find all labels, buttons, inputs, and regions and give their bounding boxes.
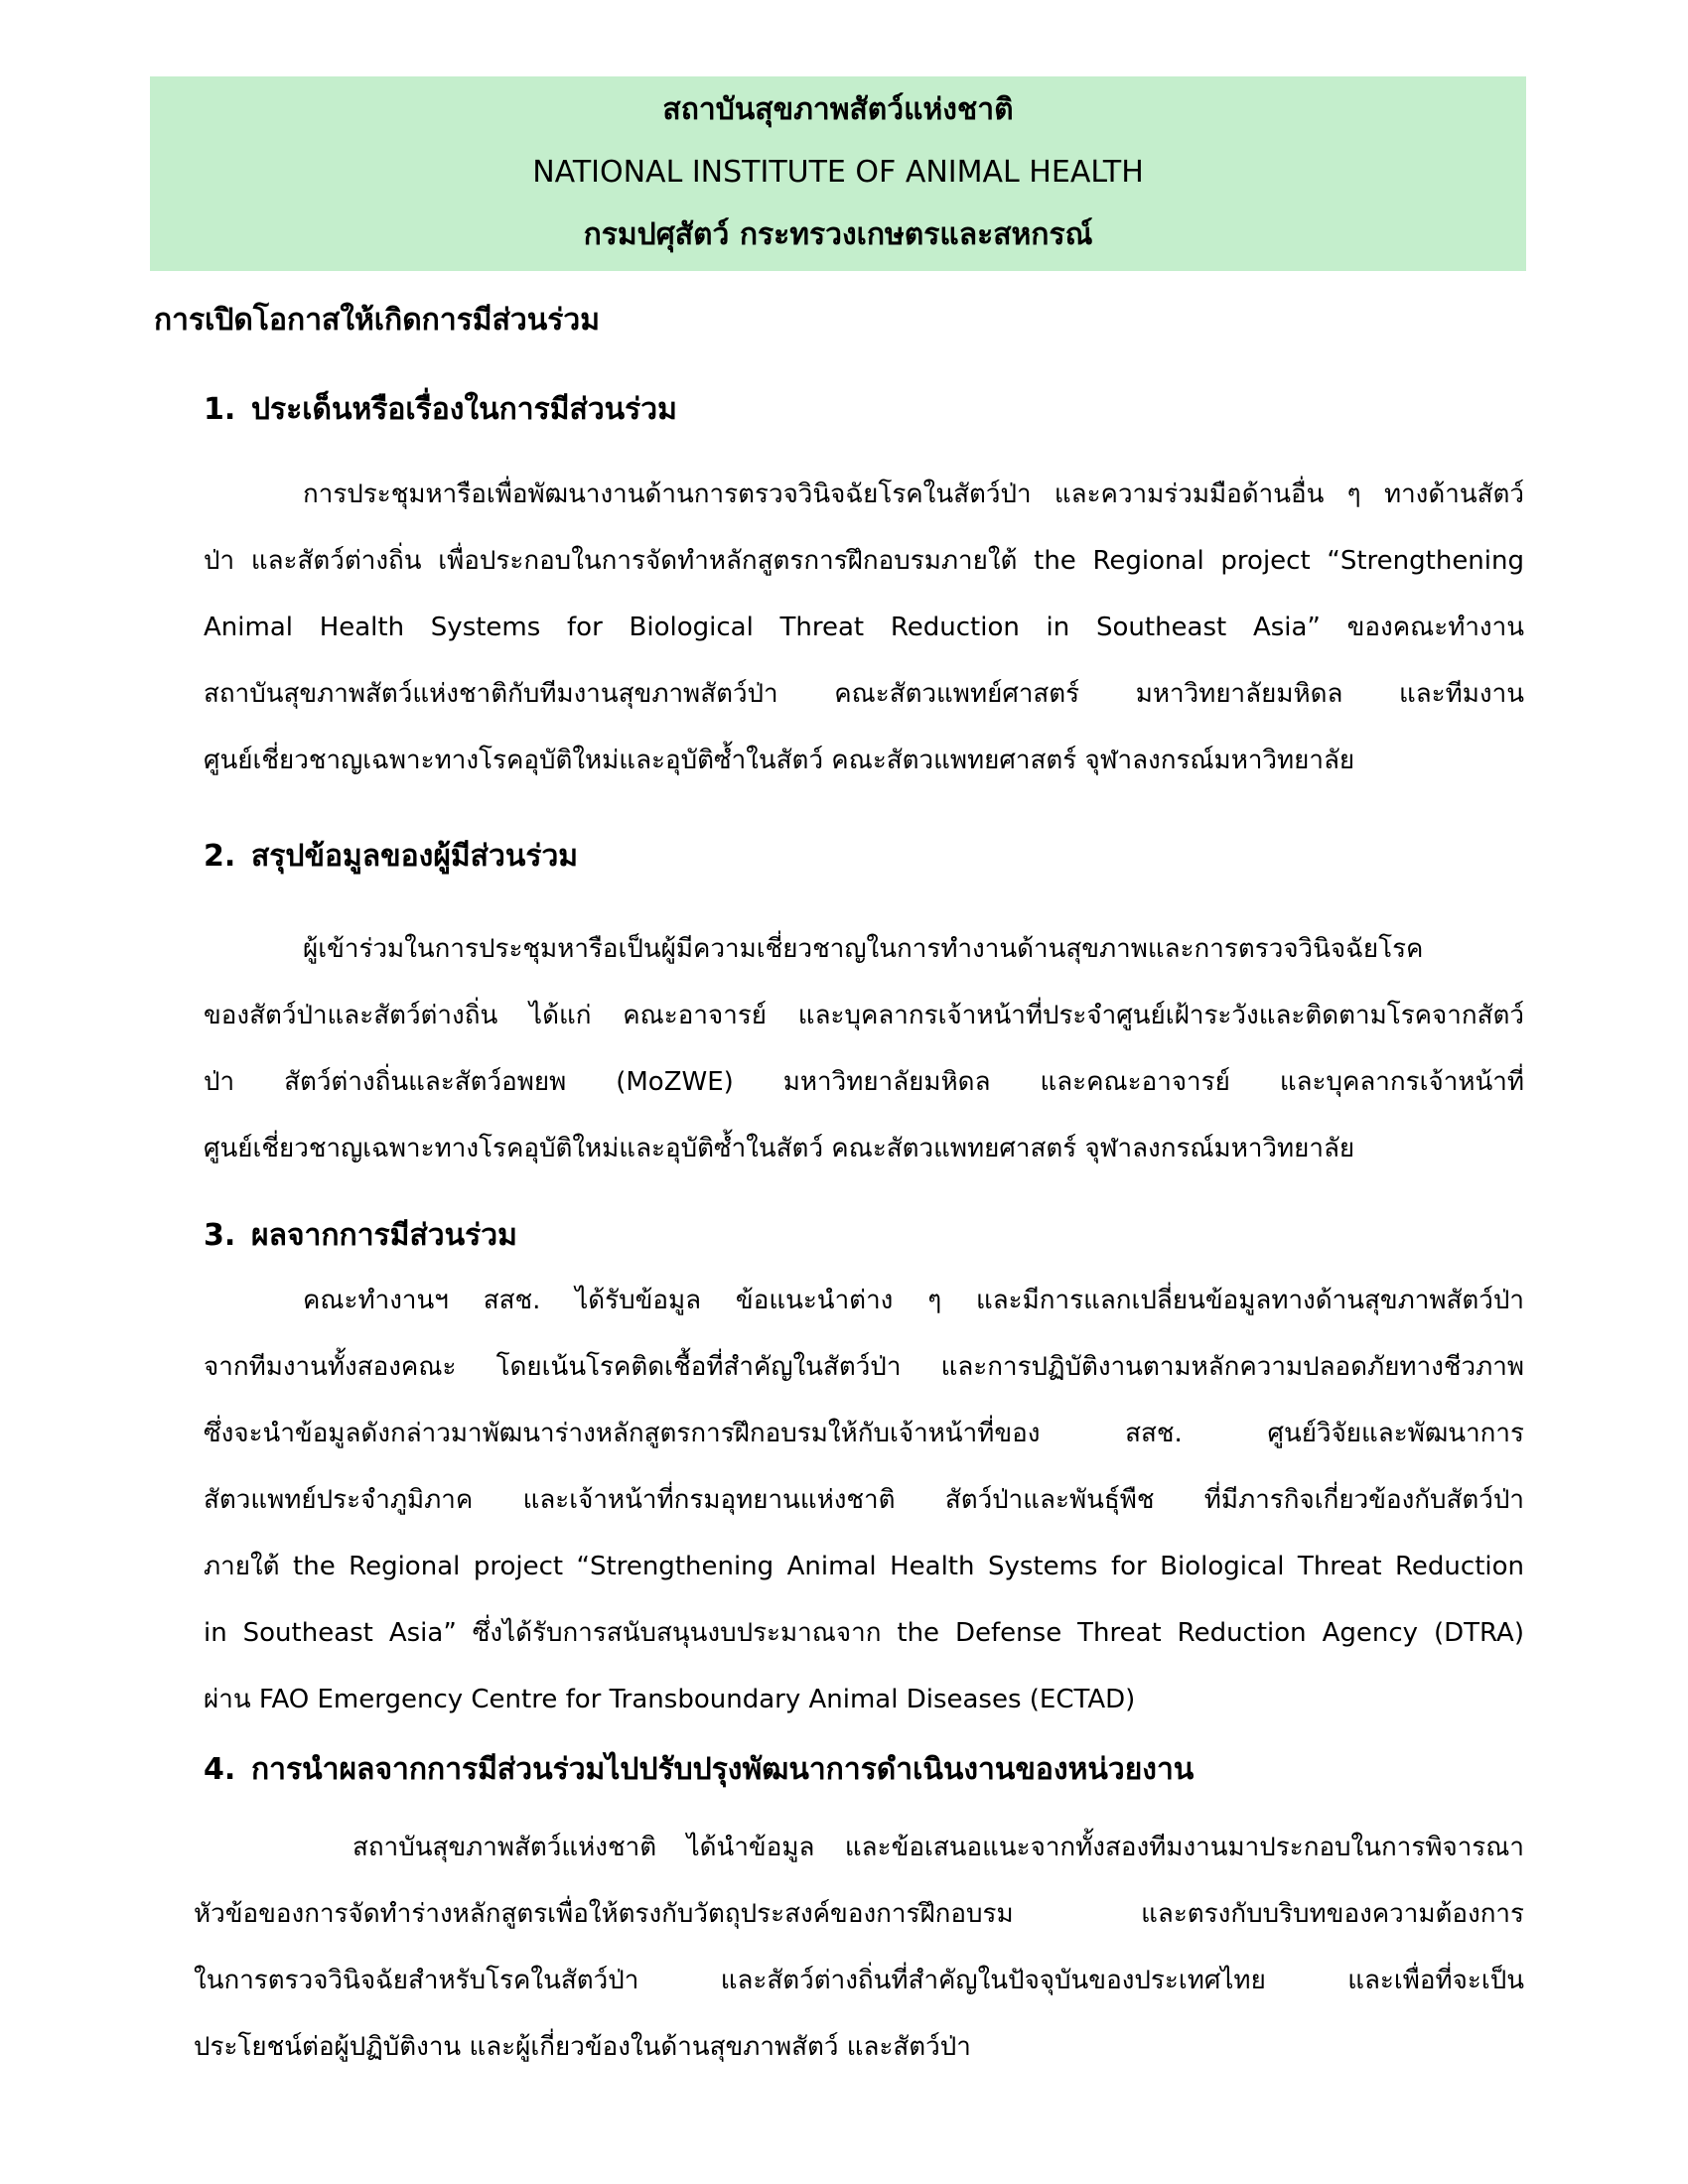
header-department: กรมปศุสัตว์ กระทรวงเกษตรและสหกรณ์ xyxy=(583,217,1093,252)
header-thai-name: สถาบันสุขภาพสัตว์แห่งชาติ xyxy=(662,92,1014,127)
paragraph-line: ป่า สัตว์ต่างถิ่นและสัตว์อพยพ (MoZWE) มหาวิทยาลัยมหิดล และคณะอาจารย์ และบุคลากรเจ้าหน้าที่ xyxy=(204,1067,1524,1097)
paragraph-line: สถาบันสุขภาพสัตว์แห่งชาติกับทีมงานสุขภาพสัตว์ป่า คณะสัตวแพทย์ศาสตร์ มหาวิทยาลัยมหิดล และทีมงาน xyxy=(204,679,1524,709)
paragraph-line: ของสัตว์ป่าและสัตว์ต่างถิ่น ได้แก่ คณะอาจารย์ และบุคลากรเจ้าหน้าที่ประจำศูนย์เฝ้าระวังและติดตามโรคจากสัตว์ xyxy=(204,1001,1524,1030)
paragraph-line: ผ่าน FAO Emergency Centre for Transboundary Animal Diseases (ECTAD) xyxy=(204,1685,1136,1714)
paragraph-line: ผู้เข้าร่วมในการประชุมหารือเป็นผู้มีความเชี่ยวชาญในการทำงานด้านสุขภาพและการตรวจวินิจฉัยโรค xyxy=(303,934,1424,964)
paragraph-line: การประชุมหารือเพื่อพัฒนางานด้านการตรวจวินิจฉัยโรคในสัตว์ป่า และความร่วมมือด้านอื่น ๆ ทางด้านสัตว์ xyxy=(303,479,1524,509)
paragraph-line: สัตวแพทย์ประจำภูมิภาค และเจ้าหน้าที่กรมอุทยานแห่งชาติ สัตว์ป่าและพันธุ์พืช ที่มีภารกิจเกี่ยวข้องกับสัตว์ป่า xyxy=(204,1485,1524,1515)
section-1-heading xyxy=(204,390,677,430)
paragraph-line: ซึ่งจะนำข้อมูลดังกล่าวมาพัฒนาร่างหลักสูตรการฝึกอบรมให้กับเจ้าหน้าที่ของ สสช. ศูนย์วิจัยและพัฒนาการ xyxy=(204,1419,1524,1448)
paragraph-line: ศูนย์เชี่ยวชาญเฉพาะทางโรคอุบัติใหม่และอุบัติซ้ำในสัตว์ คณะสัตวแพทยศาสตร์ จุฬาลงกรณ์มหาวิทยาลัย xyxy=(204,1134,1355,1163)
paragraph-line: ในการตรวจวินิจฉัยสำหรับโรคในสัตว์ป่า และสัตว์ต่างถิ่นที่สำคัญในปัจจุบันของประเทศไทย และเพื่อที่จะเป็น xyxy=(194,1966,1524,1995)
section-3-heading xyxy=(204,1216,517,1256)
paragraph-line: ประโยชน์ต่อผู้ปฏิบัติงาน และผู้เกี่ยวข้องในด้านสุขภาพสัตว์ และสัตว์ป่า xyxy=(194,2032,971,2062)
section-number: 2. xyxy=(204,839,236,874)
section-heading-text: สรุปข้อมูลของผู้มีส่วนร่วม xyxy=(251,839,579,874)
paragraph-line: in Southeast Asia” ซึ่งได้รับการสนับสนุนงบประมาณจาก the Defense Threat Reduction Agency (DTRA) xyxy=(204,1618,1524,1648)
section-number: 4. xyxy=(204,1752,236,1787)
header-english-name: NATIONAL INSTITUTE OF ANIMAL HEALTH xyxy=(532,155,1144,190)
institute-header xyxy=(150,76,1526,271)
section-4-heading xyxy=(204,1750,1194,1790)
paragraph-line: หัวข้อของการจัดทำร่างหลักสูตรเพื่อให้ตรงกับวัตถุประสงค์ของการฝึกอบรม และตรงกับบริบทของความต้องการ xyxy=(194,1899,1524,1929)
paragraph-line: จากทีมงานทั้งสองคณะ โดยเน้นโรคติดเชื้อที่สำคัญในสัตว์ป่า และการปฏิบัติงานตามหลักความปลอดภัยทางชีวภาพ xyxy=(204,1352,1524,1382)
document-title: การเปิดโอกาสให้เกิดการมีส่วนร่วม xyxy=(154,303,600,338)
section-heading-text: ผลจากการมีส่วนร่วม xyxy=(251,1218,517,1253)
section-number: 1. xyxy=(204,392,236,427)
paragraph-line: คณะทำงานฯ สสช. ได้รับข้อมูล ข้อแนะนำต่าง ๆ และมีการแลกเปลี่ยนข้อมูลทางด้านสุขภาพสัตว์ป่า xyxy=(303,1286,1524,1315)
paragraph-line: ป่า และสัตว์ต่างถิ่น เพื่อประกอบในการจัดทำหลักสูตรการฝึกอบรมภายใต้ the Regional project “Strengthening xyxy=(204,546,1524,576)
section-number: 3. xyxy=(204,1218,236,1253)
section-2-heading xyxy=(204,837,578,877)
paragraph-line: สถาบันสุขภาพสัตว์แห่งชาติ ได้นำข้อมูล และข้อเสนอแนะจากทั้งสองทีมงานมาประกอบในการพิจารณา xyxy=(352,1833,1524,1862)
section-heading-text: ประเด็นหรือเรื่องในการมีส่วนร่วม xyxy=(251,392,677,427)
paragraph-line: ศูนย์เชี่ยวชาญเฉพาะทางโรคอุบัติใหม่และอุบัติซ้ำในสัตว์ คณะสัตวแพทยศาสตร์ จุฬาลงกรณ์มหาวิทยาลัย xyxy=(204,746,1355,775)
section-heading-text: การนำผลจากการมีส่วนร่วมไปปรับปรุงพัฒนาการดำเนินงานของหน่วยงาน xyxy=(251,1752,1195,1787)
paragraph-line: ภายใต้ the Regional project “Strengthening Animal Health Systems for Biological Threat Reduction xyxy=(204,1552,1524,1581)
paragraph-line: Animal Health Systems for Biological Threat Reduction in Southeast Asia” ของคณะทำงาน xyxy=(204,613,1524,642)
